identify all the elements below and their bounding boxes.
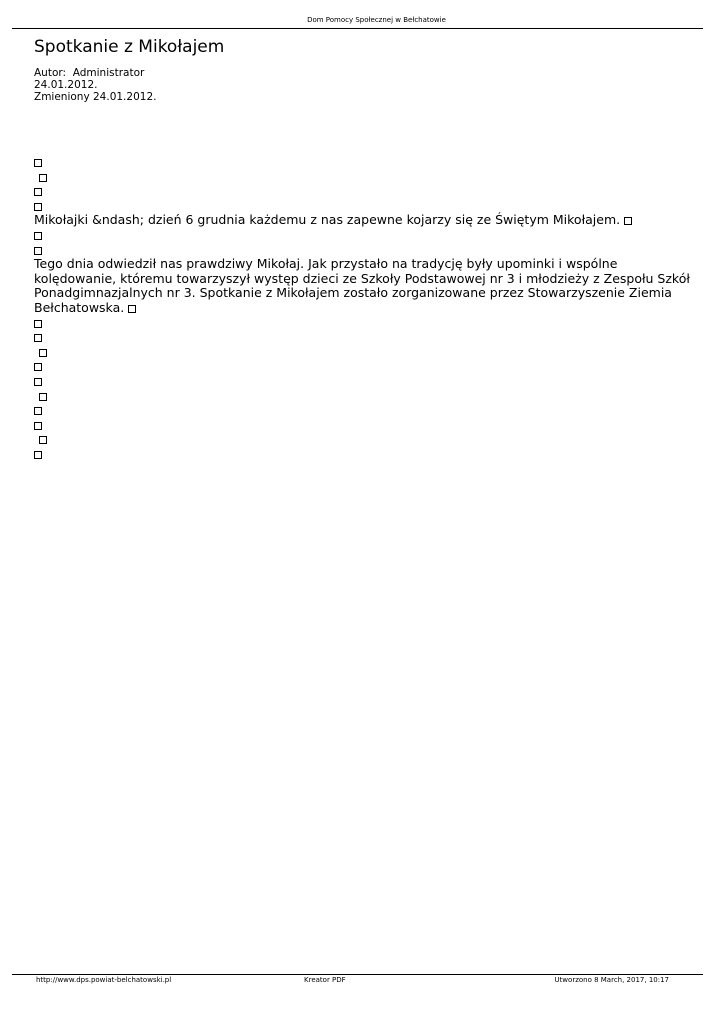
missing-glyph-icon [34,334,42,342]
missing-glyph-icon [34,378,42,386]
article-title: Spotkanie z Mikołajem [34,37,225,57]
missing-glyph-icon [34,247,42,255]
footer-created-date: Utworzono 8 March, 2017, 10:17 [554,976,669,984]
missing-glyph-icon [34,407,42,415]
author-label: Autor: [34,67,67,79]
site-title: Dom Pomocy Społecznej w Bełchatowie [307,16,446,24]
missing-glyph-icon [624,217,632,225]
missing-glyph-icon [34,451,42,459]
missing-glyph-icon [39,393,47,401]
missing-glyph-icon [34,159,42,167]
missing-glyph-icon [34,422,42,430]
article-date: 24.01.2012. [34,79,98,91]
missing-glyph-icon [39,174,47,182]
author-line [34,67,694,79]
missing-glyph-icon [34,203,42,211]
header-divider [12,28,703,29]
footer-url[interactable]: http://www.dps.powiat-belchatowski.pl [36,976,172,984]
missing-glyph-icon [34,188,42,196]
article-meta [34,67,694,103]
missing-glyph-icon [128,305,136,313]
missing-glyph-icon [39,436,47,444]
missing-glyph-icon [34,320,42,328]
article-body [34,155,694,461]
footer-divider [12,974,703,975]
author-name: Administrator [72,67,145,79]
article-header [34,36,694,103]
missing-glyph-icon [39,349,47,357]
footer-creator: Kreator PDF [304,976,346,984]
article-modified: Zmieniony 24.01.2012. [34,91,157,103]
paragraph-intro: Mikołajki &ndash; dzień 6 grudnia każdemu z nas zapewne kojarzy się ze Świętym Mikołajem. [34,212,621,228]
paragraph-visit: Tego dnia odwiedził nas prawdziwy Mikołaj. Jak przystało na tradycję były upominki i wspólne kolędowanie, któremu towarzyszył występ dzieci ze Szkoły Podstawowej nr 3 i młodzieży z Zespołu Szkół Ponadgimnazjalnych nr 3. Spotkanie z Mikołajem zostało zorganizowane przez Stowarzyszenie Ziemia Bełchatowska. [34,256,690,315]
missing-glyph-icon [34,232,42,240]
missing-glyph-icon [34,363,42,371]
